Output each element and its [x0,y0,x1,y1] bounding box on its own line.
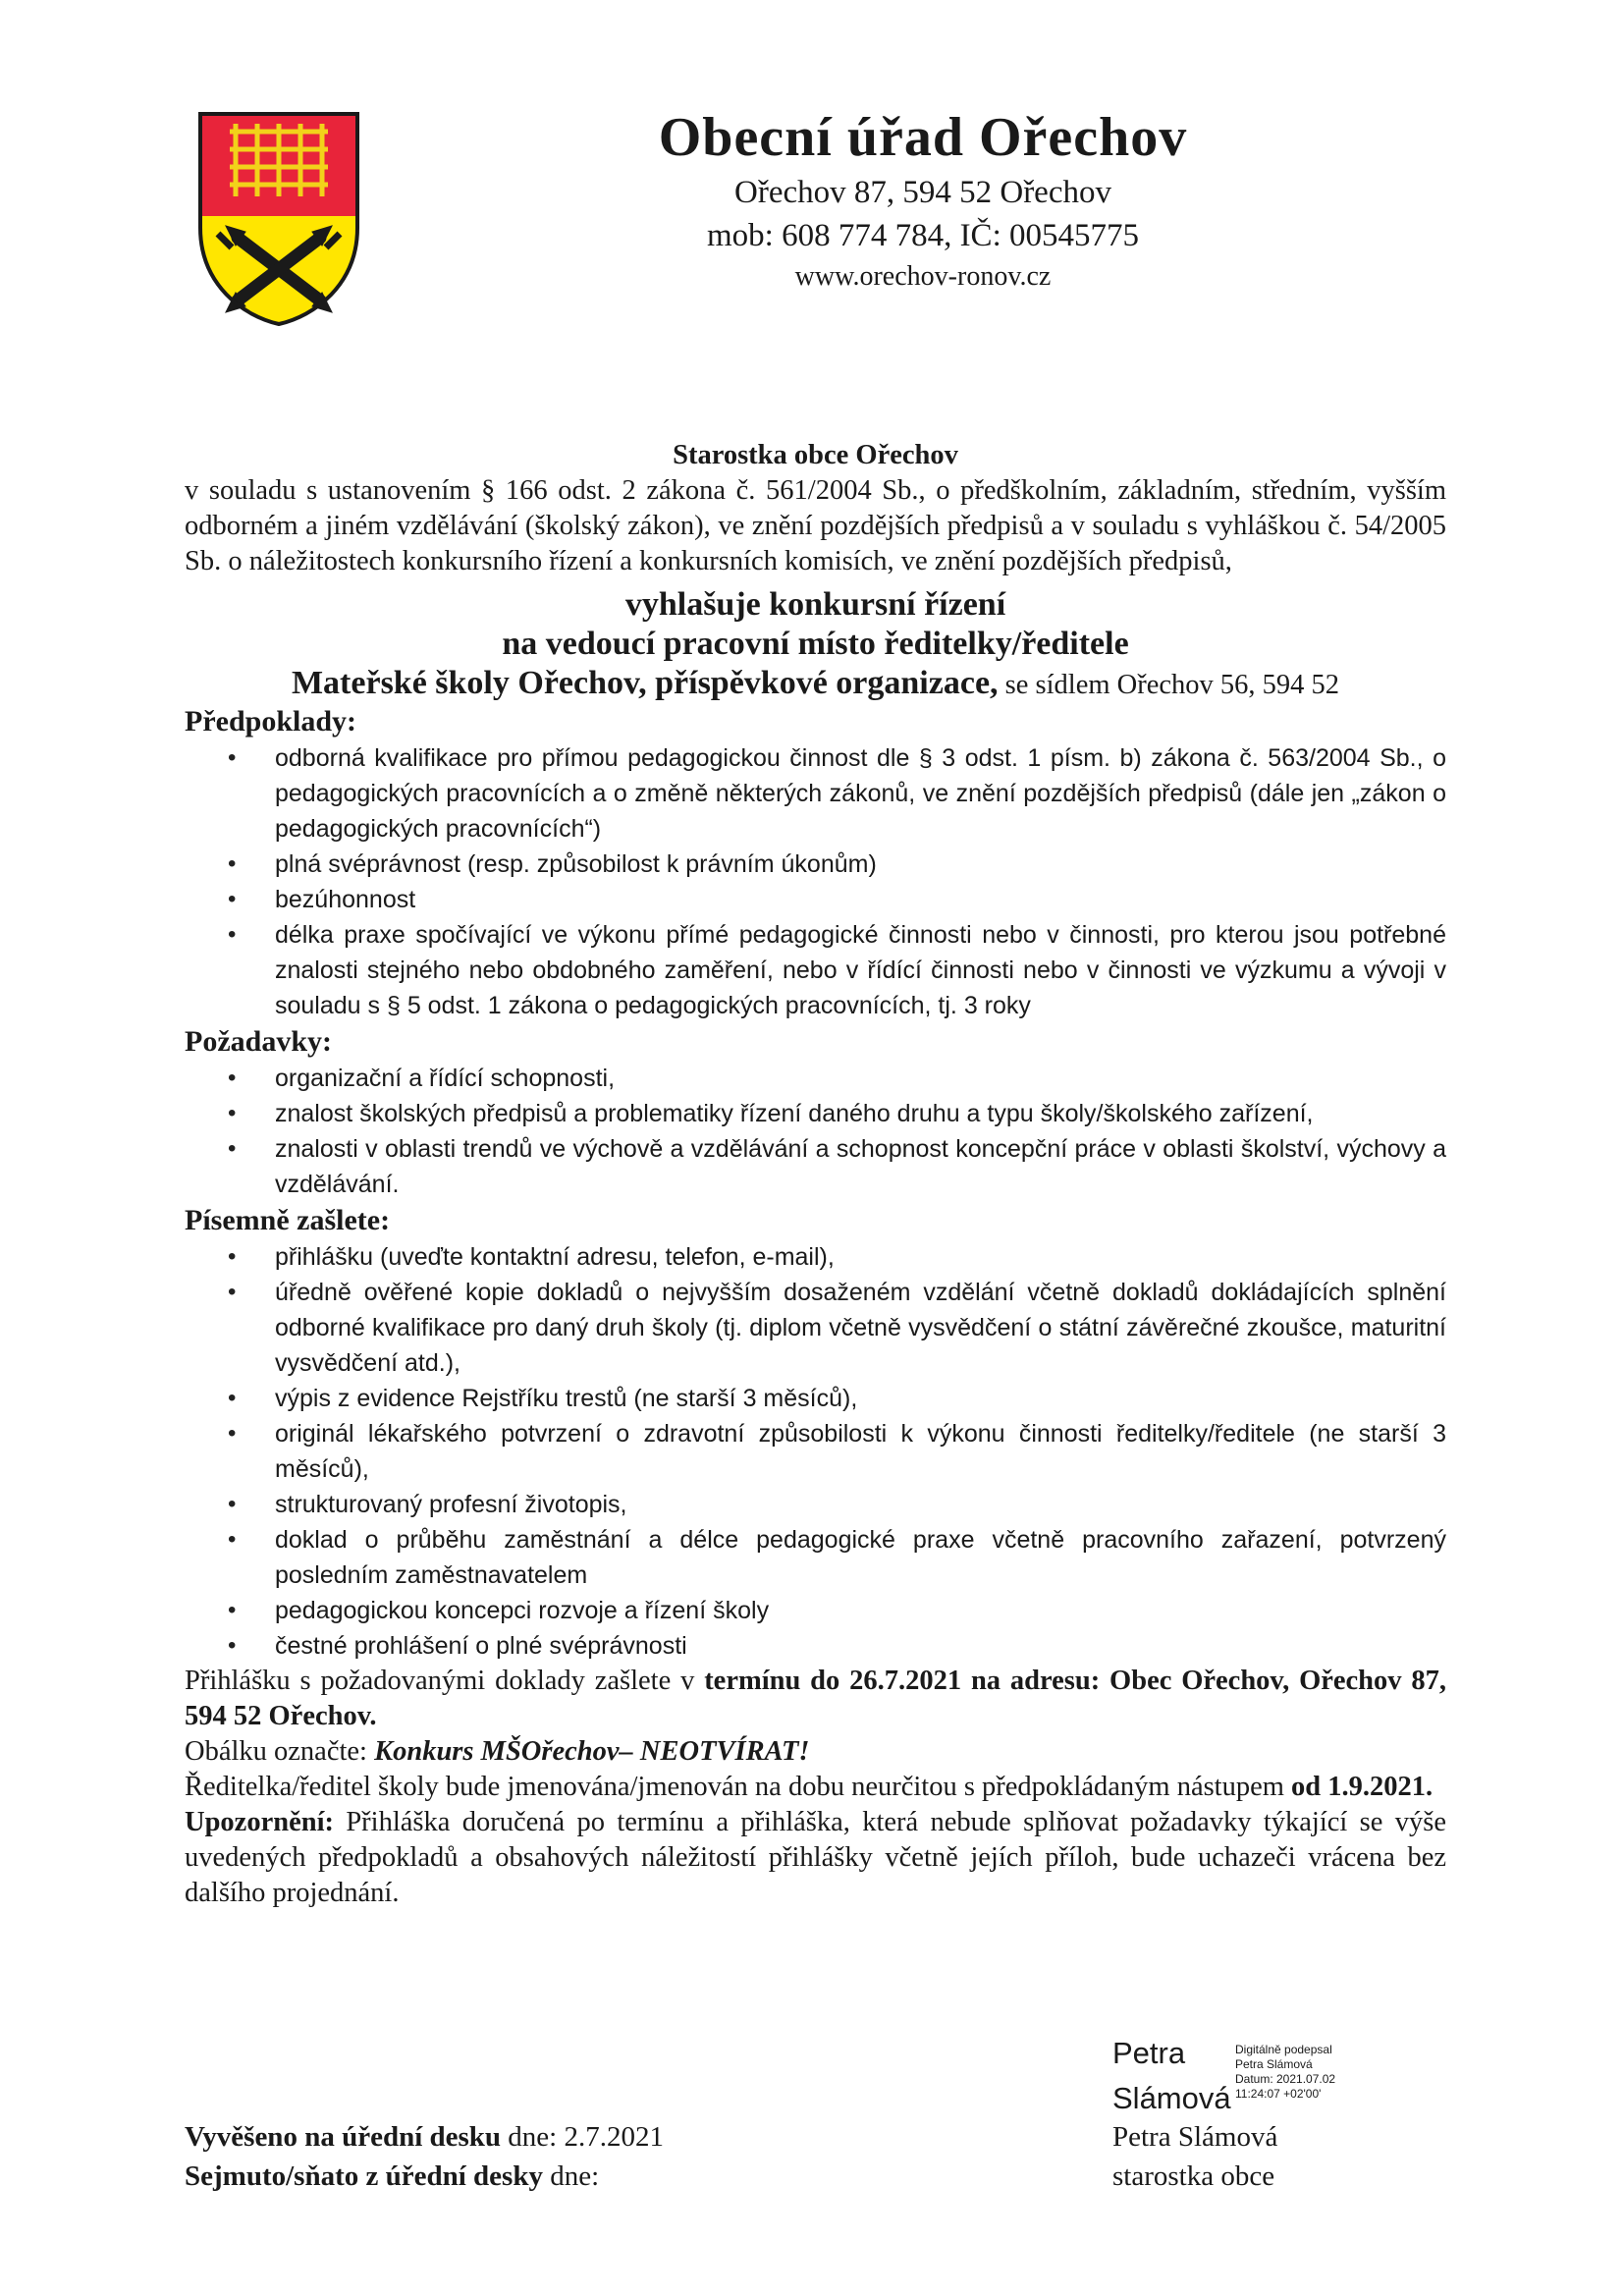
submission-deadline: termínu do 26.7.2021 na adresu: Obec Ořechov, Ořechov 87, 594 52 Ořechov. [185,1666,1446,1731]
list-item: • délka praxe spočívající ve výkonu přímé pedagogické činnosti nebo v činnosti, pro kterou jsou potřebné znalosti stejného nebo obdobného zaměření, nebo v řídící činnosti nebo v činnosti ve výzkumu a vývoji v souladu s § 5 odst. 1 zákona o pedagogických pracovnících, tj. 3 roky [275,917,1446,1023]
announcement-position: na vedoucí pracovní místo ředitelky/ředitele [502,626,1129,662]
office-website-link[interactable]: www.orechov-ronov.cz [794,261,1052,292]
office-contact: mob: 608 774 784, IČ: 00545775 [706,218,1139,253]
appointment-paragraph [185,1770,1446,1805]
appointment-text: Ředitelka/ředitel školy bude jmenována/jmenován na dobu neurčitou s předpokládaným nástupem [185,1772,1292,1802]
issuer-heading: Starostka obce Ořechov [673,440,958,470]
document-body [185,438,1446,1911]
submission-paragraph [185,1664,1446,1734]
notice-label: Upozornění: [185,1807,334,1837]
signature-info-line: Petra Slámová [1235,2057,1313,2071]
list-item: • výpis z evidence Rejstříku trestů (ne starší 3 měsíců), [275,1381,1446,1416]
list-item: • organizační a řídící schopnosti, [275,1061,1446,1096]
list-item: • plná svéprávnost (resp. způsobilost k právním úkonům) [275,847,1446,882]
notice-text: Přihláška doručená po termínu a přihláška, která nebude splňovat požadavky týkající se výše uvedených předpokladů a obsahových náležitostí přihlášky včetně jejích příloh, bude uchazeči vrácena bez dalšího projednání. [185,1807,1446,1908]
list-item: • znalosti v oblasti trendů ve výchově a vzdělávání a schopnost koncepční práce v oblasti školství, výchovy a vzdělávání. [275,1131,1446,1202]
list-item: • přihlášku (uveďte kontaktní adresu, telefon, e-mail), [275,1239,1446,1275]
posted-line [185,2117,664,2157]
office-title: Obecní úřad Ořechov [658,107,1188,168]
signatory-name: Petra Slámová [1112,2121,1278,2153]
school-name: Mateřské školy Ořechov, příspěvkové organizace, [291,665,999,701]
requirements-title: Požadavky: [185,1025,332,1058]
list-item: • odborná kvalifikace pro přímou pedagogickou činnost dle § 3 odst. 1 písm. b) zákona č. 563/2004 Sb., o pedagogických pracovnících a o změně některých zákonů, ve znění pozdějších předpisů (dále jen „zákon o pedagogických pracovnících“) [275,740,1446,847]
removed-label: Sejmuto/sňato z úřední desky [185,2160,543,2192]
list-item: • úředně ověřené kopie dokladů o nejvyšším dosaženém vzdělání včetně dokladů dokládajících splnění odborné kvalifikace pro daný druh školy (tj. diplom včetně vysvědčení o státní závěrečné zkoušce, maturitní vysvědčení atd.), [275,1275,1446,1381]
notice-paragraph [185,1805,1446,1911]
digital-signature-info [1235,2043,1335,2102]
coat-of-arms-logo [196,110,361,328]
list-item: • originál lékařského potvrzení o zdravotní způsobilosti k výkonu činnosti ředitelky/ředitele (ne starší 3 měsíců), [275,1416,1446,1487]
list-item: • doklad o průběhu zaměstnání a délce pedagogické praxe včetně pracovního zařazení, potvrzený posledním zaměstnavatelem [275,1522,1446,1593]
signatory [1112,2117,1277,2196]
signature-last-name: Slámová [1112,2081,1231,2115]
announcement-title: vyhlašuje konkursní řízení [624,586,1006,623]
documents-list [185,1239,1446,1664]
signature-info-line: Datum: 2021.07.02 [1235,2072,1336,2086]
posted-value: dne: 2.7.2021 [501,2121,664,2153]
announcement-school-line [185,664,1446,703]
removed-line [185,2157,664,2196]
list-item: • strukturovaný profesní životopis, [275,1487,1446,1522]
documents-title: Písemně zašlete: [185,1204,391,1236]
school-seat: se sídlem Ořechov 56, 594 52 [998,670,1340,700]
signature-info-line: Digitálně podepsal [1235,2043,1332,2056]
envelope-label: Obálku označte: [185,1736,375,1767]
signature-block [1112,2031,1231,2121]
posting-info [185,2117,664,2196]
submission-text: Přihlášku s požadovanými doklady zašlete v [185,1666,705,1696]
envelope-paragraph [185,1734,1446,1770]
removed-value: dne: [542,2160,600,2192]
signatory-role: starostka obce [1112,2160,1275,2192]
list-item: • znalost školských předpisů a problematiky řízení daného druhu a typu školy/školského zařízení, [275,1096,1446,1131]
intro-paragraph: v souladu s ustanovením § 166 odst. 2 zákona č. 561/2004 Sb., o předškolním, základním, středním, vyšším odborném a jiném vzdělávání (školský zákon), ve znění pozdějších předpisů a v souladu s vyhláškou č. 54/2005 Sb. o náležitostech konkursního řízení a konkursních komisích, ve znění pozdějších předpisů, [185,475,1446,576]
appointment-date: od 1.9.2021. [1291,1772,1434,1802]
list-item: • čestné prohlášení o plné svéprávnosti [275,1628,1446,1664]
prerequisites-list [185,740,1446,1023]
office-address: Ořechov 87, 594 52 Ořechov [734,175,1111,210]
list-item: • pedagogickou koncepci rozvoje a řízení školy [275,1593,1446,1628]
signature-info-line: 11:24:07 +02'00' [1235,2087,1322,2101]
signature-first-name: Petra [1112,2036,1186,2070]
prerequisites-title: Předpoklady: [185,705,357,738]
requirements-list [185,1061,1446,1202]
posted-label: Vyvěšeno na úřední desku [185,2121,502,2153]
envelope-mark: Konkurs MŠOřechov– NEOTVÍRAT! [374,1736,810,1767]
list-item: • bezúhonnost [275,882,1446,917]
